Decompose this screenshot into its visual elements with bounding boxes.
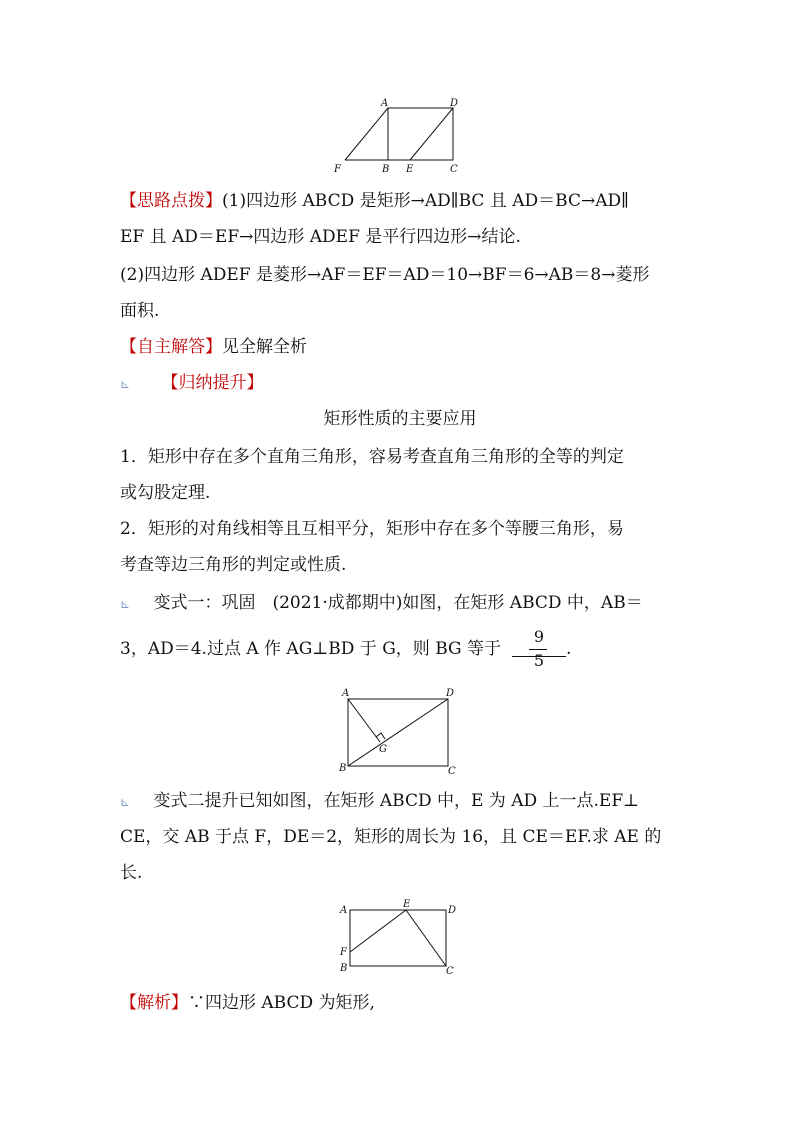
variant1-end: . — [566, 639, 572, 659]
summary-tag: 【归纳提升】 — [161, 373, 264, 393]
label-D: D — [446, 688, 455, 699]
parallelogram-figure — [330, 96, 470, 180]
rectangle-diagonal-figure — [336, 684, 462, 780]
label-E: E — [406, 164, 414, 175]
summary-p2-line1: 2．矩形的对角线相等且互相平分，矩形中存在多个等腰三角形，易 — [120, 519, 624, 539]
self-answer-text: 见全解全析 — [222, 337, 307, 357]
summary-title: 矩形性质的主要应用 — [323, 409, 477, 429]
variant2-line3: 长. — [120, 863, 143, 883]
pencil-icon: ⊾ — [120, 597, 131, 611]
variant2-text-1: 变式二提升已知如图，在矩形 ABCD 中，E 为 AD 上一点.EF⊥ — [153, 791, 640, 811]
label-D: D — [450, 98, 459, 109]
variant1-line2 — [120, 638, 680, 660]
solution-tag: 【解析】 — [120, 993, 188, 1013]
hint-line-4: 面积. — [120, 301, 160, 321]
label-C: C — [450, 164, 458, 175]
label-C: C — [446, 966, 454, 977]
label-B: B — [382, 164, 390, 175]
label-B: B — [340, 963, 348, 974]
summary-p2-line2: 考查等边三角形的判定或性质. — [120, 555, 347, 575]
solution-text: ∵四边形 ABCD 为矩形, — [188, 993, 375, 1013]
label-C: C — [448, 766, 456, 777]
solution-line — [120, 992, 680, 1014]
label-E: E — [403, 899, 411, 910]
label-F: F — [340, 947, 347, 958]
hint-line-3: (2)四边形 ADEF 是菱形→AF＝EF＝AD＝10→BF＝6→AB＝8→菱形 — [120, 265, 650, 285]
answer-numerator: 9 — [533, 627, 545, 646]
summary-p1-line1: 1．矩形中存在多个直角三角形，容易考查直角三角形的全等的判定 — [120, 447, 624, 467]
variant1-text-2: 3，AD＝4.过点 A 作 AG⊥BD 于 G，则 BG 等于 — [120, 639, 501, 659]
label-F: F — [334, 164, 341, 175]
hint-text-1: (1)四边形 ABCD 是矩形→AD∥BC 且 AD＝BC→AD∥ — [222, 191, 629, 211]
summary-p1-line2: 或勾股定理. — [120, 483, 211, 503]
self-answer-line — [120, 336, 680, 358]
answer-denominator: 5 — [533, 651, 545, 670]
fraction-bar — [529, 649, 547, 650]
hint-tag: 【思路点拨】 — [120, 191, 222, 211]
variant2-line2: CE，交 AB 于点 F，DE＝2，矩形的周长为 16，且 CE＝EF.求 AE 的 — [120, 827, 662, 847]
variant2-line1 — [120, 790, 680, 813]
pencil-icon: ⊾ — [120, 795, 131, 809]
label-A: A — [340, 905, 348, 916]
variant1-text-1: 变式一：巩固 (2021·成都期中)如图，在矩形 ABCD 中，AB＝ — [153, 593, 643, 613]
variant1-line1 — [120, 592, 680, 615]
rectangle-ef-ce-figure — [336, 898, 462, 978]
summary-header — [120, 372, 680, 395]
label-G: G — [379, 744, 387, 755]
label-B: B — [339, 763, 347, 774]
label-A: A — [342, 688, 350, 699]
hint-line-2: EF 且 AD＝EF→四边形 ADEF 是平行四边形→结论. — [120, 227, 521, 247]
label-A: A — [381, 98, 389, 109]
label-D: D — [448, 905, 457, 916]
self-answer-tag: 【自主解答】 — [120, 337, 222, 357]
pencil-icon: ⊾ — [120, 377, 131, 391]
hint-line-1 — [120, 190, 680, 212]
